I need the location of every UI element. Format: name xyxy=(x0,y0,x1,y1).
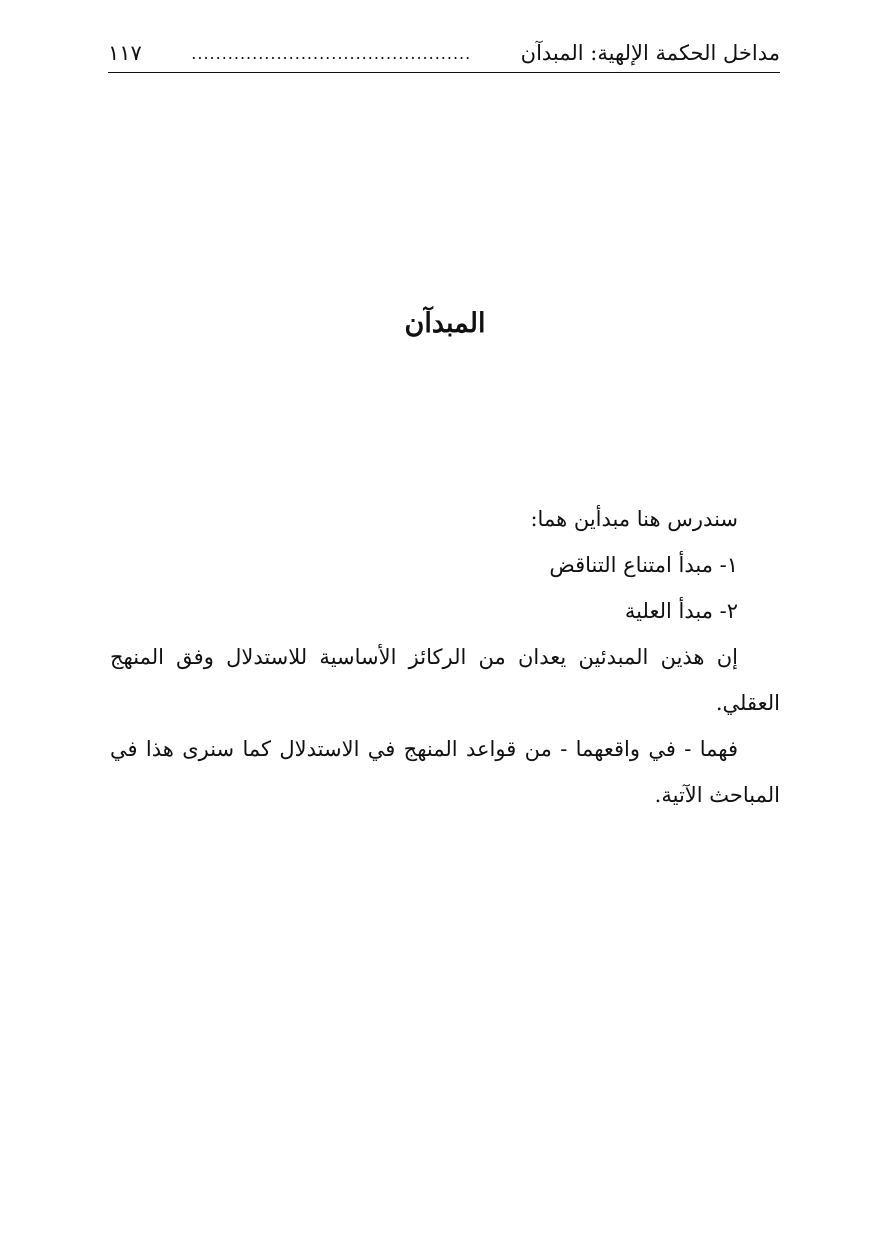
header-rule xyxy=(108,72,780,73)
list-item: ١- مبدأ امتناع التناقض xyxy=(549,553,738,577)
paragraph: فهما - في واقعهما - من قواعد المنهج في الاستدلال كما سنرى هذا في المباحث الآتية. xyxy=(110,737,780,807)
running-header xyxy=(108,36,780,70)
running-header-title: مداخل الحكمة الإلهية: المبدآن xyxy=(520,41,780,65)
body-text xyxy=(110,496,780,818)
chapter-title: المبدآن xyxy=(404,308,486,339)
intro-line: سندرس هنا مبدأين هما: xyxy=(530,507,738,531)
paragraph: إن هذين المبدئين يعدان من الركائز الأساسية للاستدلال وفق المنهج العقلي. xyxy=(110,645,780,715)
dot-leader: .............................................. xyxy=(191,43,472,63)
list-item: ٢- مبدأ العلية xyxy=(624,599,738,623)
page-number: ١١٧ xyxy=(108,41,142,65)
